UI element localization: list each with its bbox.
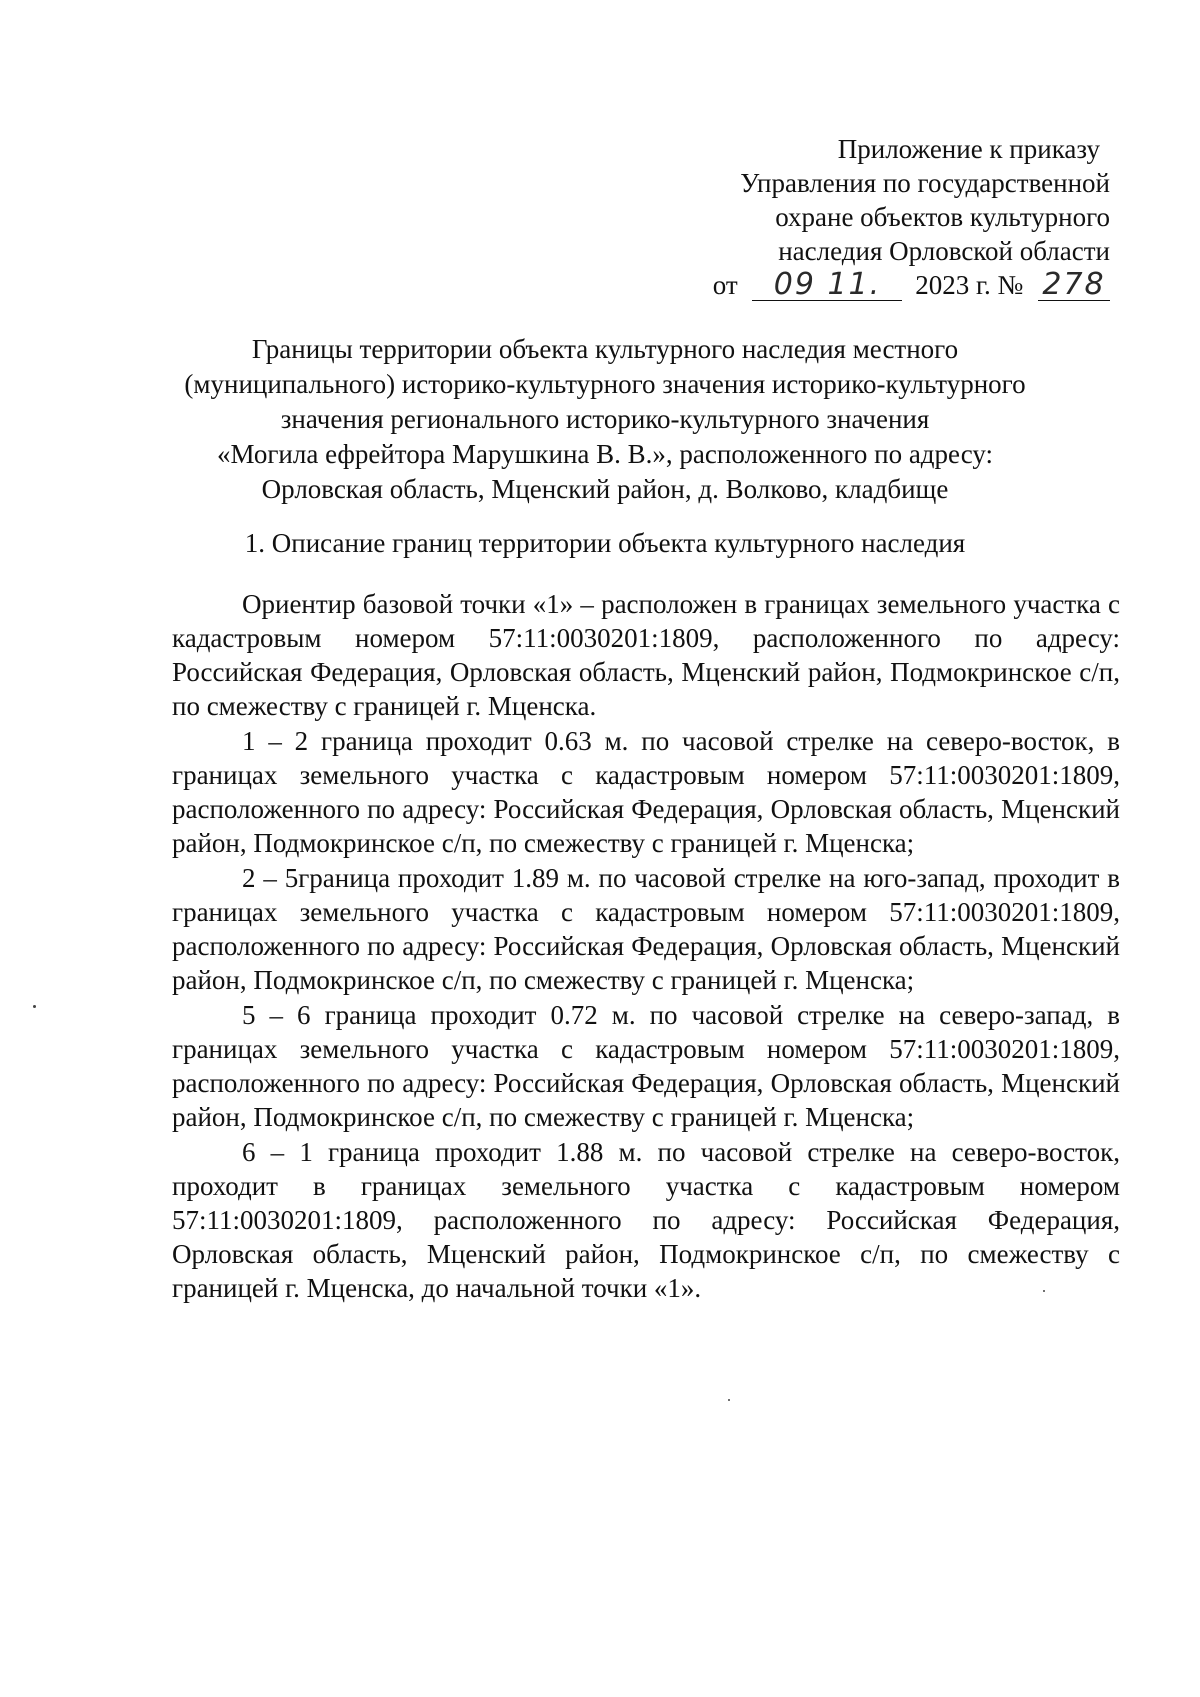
title-line: Орловская область, Мценский район, д. Волково, кладбище — [261, 474, 949, 504]
handwritten-order-number: 278 — [1038, 270, 1110, 301]
year-and-number-label: 2023 г. № — [915, 270, 1024, 300]
section-heading: 1. Описание границ территории объекта культурного наследия — [244, 528, 966, 558]
document-title — [160, 332, 1050, 507]
title-line: «Могила ефрейтора Марушкина В. В.», расположенного по адресу: — [217, 439, 993, 469]
boundary-description — [172, 587, 1120, 1305]
scan-speck — [33, 1005, 36, 1008]
paragraph: Ориентир базовой точки «1» – расположен в границах земельного участка с кадастровым номером 57:11:0030201:1809, расположенного по адресу: Российская Федерация, Орловская область, Мценский район, Подмокринское с/п, по смежеству с границей г. Мценска. — [172, 589, 1120, 721]
handwritten-date: 09 11. — [752, 270, 902, 301]
appendix-header — [700, 132, 1110, 302]
title-line: (муниципального) историко-культурного значения историко-культурного — [184, 369, 1026, 399]
title-line: значения регионального историко-культурного значения — [280, 404, 930, 434]
paragraph: 1 – 2 граница проходит 0.63 м. по часовой стрелке на северо-восток, в границах земельного участка с кадастровым номером 57:11:0030201:1809, расположенного по адресу: Российская Федерация, Орловская область, Мценский район, Подмокринское с/п, по смежеству с границей г. Мценска; — [172, 726, 1120, 858]
scan-speck — [1043, 1290, 1045, 1292]
order-date-line — [700, 268, 1110, 302]
paragraph: 5 – 6 граница проходит 0.72 м. по часовой стрелке на северо-запад, в границах земельного участка с кадастровым номером 57:11:0030201:1809, расположенного по адресу: Российская Федерация, Орловская область, Мценский район, Подмокринское с/п, по смежеству с границей г. Мценска; — [172, 1000, 1120, 1132]
title-line: Границы территории объекта культурного наследия местного — [251, 334, 959, 364]
appendix-line: охране объектов культурного — [775, 202, 1110, 232]
appendix-line: наследия Орловской области — [778, 236, 1110, 266]
appendix-line: Приложение к приказу — [837, 134, 1100, 164]
scan-speck — [728, 1399, 730, 1401]
paragraph: 6 – 1 граница проходит 1.88 м. по часовой стрелке на северо-восток, проходит в границах земельного участка с кадастровым номером 57:11:0030201:1809, расположенного по адресу: Российская Федерация, Орловская область, Мценский район, Подмокринское с/п, по смежеству с границей г. Мценска, до начальной точки «1». — [172, 1137, 1120, 1303]
paragraph: 2 – 5граница проходит 1.89 м. по часовой стрелке на юго-запад, проходит в границах земельного участка с кадастровым номером 57:11:0030201:1809, расположенного по адресу: Российская Федерация, Орловская область, Мценский район, Подмокринское с/п, по смежеству с границей г. Мценска; — [172, 863, 1120, 995]
appendix-line: Управления по государственной — [740, 168, 1110, 198]
date-prefix: от — [712, 270, 738, 300]
